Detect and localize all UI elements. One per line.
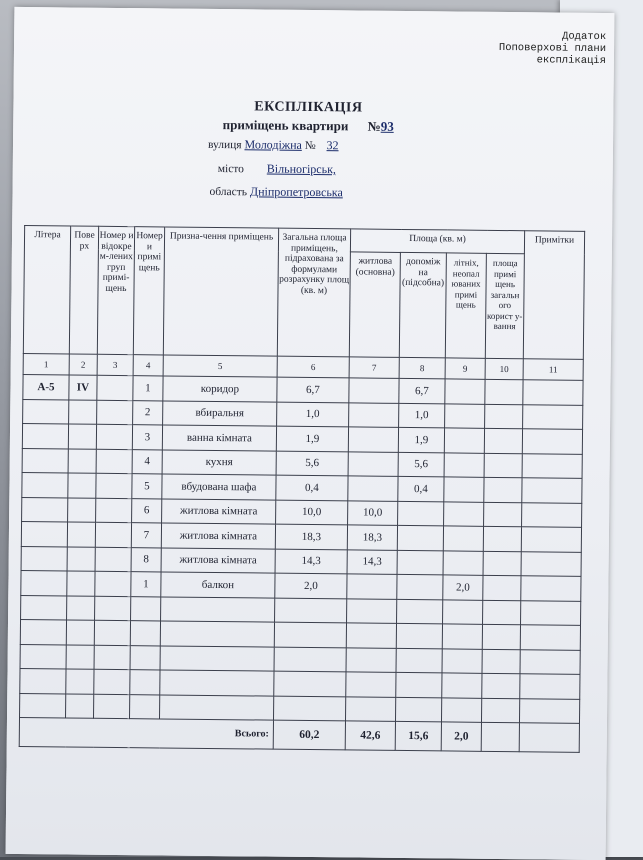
house-label: № xyxy=(304,139,316,153)
cell-aux-area xyxy=(396,672,442,697)
cell-room-name: коридор xyxy=(163,376,277,402)
header-group-number: Номер и відокре м-лених груп примі-щень xyxy=(97,226,134,354)
street-value: Молодіжна xyxy=(244,137,302,152)
header-total-area: Загальна площа приміщень, підрахована за формулами розрахунку площ (кв. м) xyxy=(277,228,350,357)
cell-room-number xyxy=(130,694,160,719)
cell-group xyxy=(96,449,132,474)
cell-room-name xyxy=(160,670,274,696)
cell-notes xyxy=(521,600,581,625)
cell-floor xyxy=(69,399,97,424)
cell-notes xyxy=(522,429,582,454)
cell-notes xyxy=(522,478,582,503)
cell-group xyxy=(96,473,132,498)
cell-living-area: 10,0 xyxy=(348,500,398,525)
cell-room-name: балкон xyxy=(161,572,275,598)
cell-total-area xyxy=(274,647,346,672)
cell-floor xyxy=(66,620,94,645)
cell-group xyxy=(95,522,131,547)
column-number: 5 xyxy=(163,355,277,377)
cell-room-name: ванна кімната xyxy=(162,425,276,451)
city-line xyxy=(218,161,336,177)
region-label: область xyxy=(209,185,248,199)
header-purpose: Призна-чення приміщень xyxy=(163,227,278,356)
cell-floor xyxy=(67,546,95,571)
cell-living-area: 18,3 xyxy=(347,525,397,550)
cell-common-area xyxy=(484,428,522,453)
cell-total-area xyxy=(275,598,347,623)
header-auxiliary: допоміж на (підсобна) xyxy=(399,252,446,357)
header-floor: Пове рх xyxy=(69,226,98,354)
cell-group xyxy=(95,596,131,621)
cell-common-area xyxy=(482,649,520,674)
total-row xyxy=(19,717,579,752)
cell-floor xyxy=(68,497,96,522)
cell-floor xyxy=(67,522,95,547)
cell-litera xyxy=(20,693,66,718)
column-number: 8 xyxy=(399,357,445,378)
cell-group xyxy=(94,669,130,694)
cell-total-area: 10,0 xyxy=(276,500,348,525)
total-common-sum xyxy=(481,722,519,751)
cell-living-area xyxy=(349,378,399,403)
cell-summer-area xyxy=(442,673,482,698)
cell-group xyxy=(94,620,130,645)
city-value: Вільногірськ, xyxy=(266,161,337,177)
region-value: Дніпропетровська xyxy=(249,184,343,200)
cell-total-area xyxy=(274,622,346,647)
cell-floor xyxy=(68,448,96,473)
total-aux-sum: 15,6 xyxy=(395,721,441,750)
cell-common-area xyxy=(482,673,520,698)
cell-aux-area xyxy=(396,648,442,673)
cell-common-area xyxy=(485,404,523,429)
cell-litera xyxy=(21,570,67,595)
cell-notes xyxy=(523,404,583,429)
cell-aux-area: 0,4 xyxy=(398,476,444,501)
cell-living-area xyxy=(346,623,396,648)
cell-notes xyxy=(522,502,582,527)
column-number: 11 xyxy=(523,359,583,381)
cell-floor xyxy=(66,669,94,694)
cell-aux-area xyxy=(396,623,442,648)
cell-common-area xyxy=(484,502,522,527)
cell-summer-area xyxy=(445,379,485,404)
cell-summer-area: 2,0 xyxy=(443,575,483,600)
cell-living-area xyxy=(345,696,395,721)
cell-summer-area xyxy=(442,624,482,649)
cell-room-name xyxy=(160,694,274,720)
cell-living-area xyxy=(348,476,398,501)
street-label: вулиця xyxy=(207,138,242,152)
cell-living-area xyxy=(346,672,396,697)
cell-common-area xyxy=(485,379,523,404)
cell-litera xyxy=(21,595,67,620)
cell-floor xyxy=(67,571,95,596)
apartment-label: № xyxy=(367,118,381,134)
cell-notes xyxy=(520,674,580,699)
header-common: площа примі щень загальн ого корист у-вання xyxy=(485,253,524,358)
cell-room-name xyxy=(160,645,274,671)
cell-total-area: 5,6 xyxy=(276,451,348,476)
cell-room-name: вбудована шафа xyxy=(162,474,276,500)
cell-notes xyxy=(521,576,581,601)
cell-room-name: вбиральня xyxy=(163,400,277,426)
cell-room-name xyxy=(160,621,274,647)
cell-total-area: 1,0 xyxy=(277,402,349,427)
cell-summer-area xyxy=(444,477,484,502)
city-label: місто xyxy=(217,163,245,176)
cell-aux-area xyxy=(397,550,443,575)
title-main: ЕКСПЛІКАЦІЯ xyxy=(254,99,363,116)
document-title xyxy=(183,99,433,136)
cell-notes xyxy=(523,380,583,405)
cell-total-area xyxy=(274,671,346,696)
cell-litera xyxy=(23,399,69,424)
total-living-sum: 42,6 xyxy=(345,721,395,751)
cell-total-area xyxy=(273,696,345,721)
cell-litera xyxy=(21,546,67,571)
cell-room-name: житлова кімната xyxy=(162,498,276,524)
cell-total-area: 14,3 xyxy=(275,549,347,574)
cell-room-number xyxy=(131,596,161,621)
cell-notes xyxy=(521,551,581,576)
cell-notes xyxy=(520,625,580,650)
header-room-number: Номер и примі щень xyxy=(133,227,164,355)
cell-summer-area xyxy=(444,428,484,453)
title-sub xyxy=(183,117,433,136)
cell-living-area xyxy=(347,598,397,623)
region-line xyxy=(209,184,342,200)
cell-summer-area xyxy=(443,526,483,551)
cell-aux-area xyxy=(397,574,443,599)
cell-summer-area xyxy=(441,697,481,722)
cell-group xyxy=(97,400,133,425)
cell-floor: IV xyxy=(69,375,97,400)
cell-total-area: 6,7 xyxy=(277,377,349,402)
cell-floor xyxy=(66,693,94,718)
cell-living-area xyxy=(347,574,397,599)
cell-group xyxy=(97,375,133,400)
cell-common-area xyxy=(483,526,521,551)
cell-group xyxy=(94,645,130,670)
column-number: 10 xyxy=(485,358,523,379)
column-number: 9 xyxy=(445,358,485,379)
cell-room-name xyxy=(161,596,275,622)
cell-litera xyxy=(21,521,67,546)
cell-aux-area: 1,0 xyxy=(399,403,445,428)
cell-aux-area xyxy=(397,599,443,624)
cell-living-area xyxy=(346,647,396,672)
cell-notes xyxy=(522,453,582,478)
header-area-group: Площа (кв. м) xyxy=(350,229,524,254)
explication-table xyxy=(19,225,585,753)
cell-common-area xyxy=(484,477,522,502)
cell-room-number xyxy=(130,621,160,646)
cell-room-number: 1 xyxy=(131,572,161,597)
total-area-sum: 60,2 xyxy=(273,720,345,750)
total-notes xyxy=(519,723,579,753)
cell-summer-area xyxy=(444,452,484,477)
cell-total-area: 2,0 xyxy=(275,573,347,598)
cell-summer-area xyxy=(443,599,483,624)
appendix-line-2: Поповерхові плани xyxy=(498,41,607,56)
column-number: 6 xyxy=(277,356,349,378)
cell-room-number: 8 xyxy=(131,547,161,572)
cell-summer-area xyxy=(443,550,483,575)
cell-common-area xyxy=(482,624,520,649)
header-litera: Літера xyxy=(23,226,70,354)
appendix-line-3: експлікація xyxy=(536,54,606,68)
cell-room-number: 6 xyxy=(132,498,162,523)
street-line xyxy=(208,137,339,153)
apartment-number: 93 xyxy=(380,118,394,134)
cell-notes xyxy=(521,527,581,552)
cell-aux-area: 1,9 xyxy=(398,427,444,452)
header-summer: літніх, неопал юваних примі щень xyxy=(445,253,486,358)
cell-notes xyxy=(520,649,580,674)
cell-living-area: 14,3 xyxy=(347,549,397,574)
cell-room-number: 1 xyxy=(133,376,163,401)
total-summer-sum: 2,0 xyxy=(441,722,481,751)
cell-floor xyxy=(66,644,94,669)
total-label: Всього: xyxy=(19,717,273,749)
cell-aux-area: 6,7 xyxy=(399,378,445,403)
cell-summer-area xyxy=(445,403,485,428)
cell-room-number: 2 xyxy=(133,400,163,425)
cell-group xyxy=(96,498,132,523)
cell-room-number: 7 xyxy=(131,523,161,548)
cell-common-area xyxy=(483,575,521,600)
cell-notes xyxy=(519,698,579,723)
cell-litera xyxy=(22,497,68,522)
cell-aux-area xyxy=(395,697,441,722)
cell-litera xyxy=(20,644,66,669)
cell-litera xyxy=(22,472,68,497)
title-sub-text: приміщень квартири xyxy=(222,117,349,134)
column-number: 3 xyxy=(97,354,133,375)
cell-litera xyxy=(20,619,66,644)
column-number: 1 xyxy=(23,353,69,374)
cell-room-number xyxy=(130,670,160,695)
cell-room-name: кухня xyxy=(162,449,276,475)
cell-common-area xyxy=(483,600,521,625)
column-number: 2 xyxy=(69,354,97,375)
cell-group xyxy=(95,571,131,596)
cell-total-area: 1,9 xyxy=(276,426,348,451)
cell-aux-area: 5,6 xyxy=(398,452,444,477)
cell-aux-area xyxy=(397,525,443,550)
header-living: житлова (основна) xyxy=(349,252,400,358)
cell-living-area xyxy=(349,402,399,427)
cell-total-area: 18,3 xyxy=(275,524,347,549)
cell-floor xyxy=(68,473,96,498)
house-number: 32 xyxy=(326,138,339,153)
cell-litera: А-5 xyxy=(23,374,69,399)
cell-total-area: 0,4 xyxy=(276,475,348,500)
cell-litera xyxy=(22,448,68,473)
cell-litera xyxy=(22,423,68,448)
cell-litera xyxy=(20,668,66,693)
cell-summer-area xyxy=(444,501,484,526)
cell-room-name: житлова кімната xyxy=(161,523,275,549)
cell-room-number: 3 xyxy=(132,425,162,450)
column-number: 7 xyxy=(349,357,399,379)
cell-summer-area xyxy=(442,648,482,673)
cell-floor xyxy=(67,595,95,620)
cell-room-number: 4 xyxy=(132,449,162,474)
cell-common-area xyxy=(484,453,522,478)
appendix-line-1: Додаток xyxy=(561,30,607,44)
header-notes: Примітки xyxy=(523,231,584,360)
cell-room-name: житлова кімната xyxy=(161,547,275,573)
cell-common-area xyxy=(481,698,519,723)
cell-floor xyxy=(68,424,96,449)
cell-living-area xyxy=(348,427,398,452)
cell-group xyxy=(95,547,131,572)
cell-common-area xyxy=(483,551,521,576)
document-sheet xyxy=(6,7,615,860)
cell-aux-area xyxy=(398,501,444,526)
appendix-note xyxy=(499,30,606,67)
cell-room-number xyxy=(130,645,160,670)
header-row-1 xyxy=(24,226,584,255)
table-body xyxy=(20,374,584,723)
cell-living-area xyxy=(348,451,398,476)
cell-group xyxy=(96,424,132,449)
cell-room-number: 5 xyxy=(132,474,162,499)
cell-group xyxy=(94,694,130,719)
column-number: 4 xyxy=(133,355,163,376)
